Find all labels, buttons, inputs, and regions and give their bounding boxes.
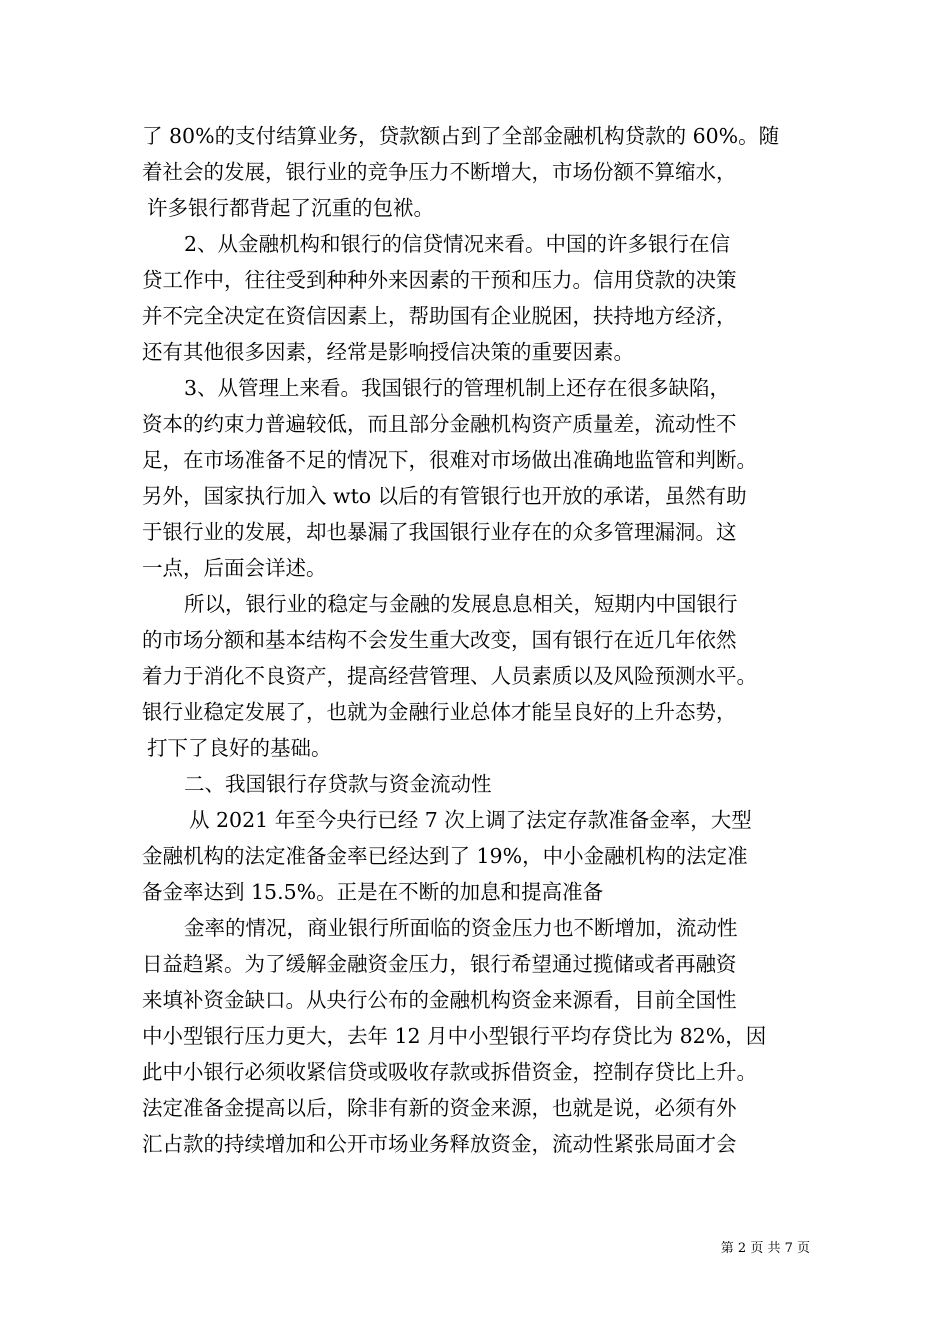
text-line: 从 2021 年至今央行已经 7 次上调了法定存款准备金率，大型 [189, 808, 752, 832]
text-line: 备金率达到 15.5%。正是在不断的加息和提高准备 [142, 880, 604, 904]
text-line: 打下了良好的基础。 [147, 736, 332, 760]
text-line: 2、从金融机构和银行的信贷情况来看。中国的许多银行在信 [184, 232, 731, 256]
text-line: 金融机构的法定准备金率已经达到了 19%，中小金融机构的法定准 [142, 844, 748, 868]
text-line: 许多银行都背起了沉重的包袱。 [147, 196, 434, 220]
text-line: 3、从管理上来看。我国银行的管理机制上还存在很多缺陷， [184, 376, 731, 400]
text-line: 资本的约束力普遍较低，而且部分金融机构资产质量差，流动性不 [142, 412, 737, 436]
text-line: 法定准备金提高以后，除非有新的资金来源，也就是说，必须有外 [142, 1096, 737, 1120]
text-line: 中小型银行压力更大，去年 12 月中小型银行平均存贷比为 82%，因 [142, 1024, 767, 1048]
text-line: 此中小银行必须收紧信贷或吸收存款或拆借资金，控制存贷比上升。 [142, 1060, 757, 1084]
text-line: 并不完全决定在资信因素上，帮助国有企业脱困，扶持地方经济， [142, 304, 737, 328]
text-line: 还有其他很多因素，经常是影响授信决策的重要因素。 [142, 340, 634, 364]
text-line: 着社会的发展，银行业的竞争压力不断增大，市场份额不算缩水， [142, 160, 737, 184]
text-line: 日益趋紧。为了缓解金融资金压力，银行希望通过揽储或者再融资 [142, 952, 737, 976]
text-line: 足，在市场准备不足的情况下，很难对市场做出准确地监管和判断。 [142, 448, 757, 472]
text-line: 着力于消化不良资产，提高经营管理、人员素质以及风险预测水平。 [142, 664, 757, 688]
text-line: 的市场分额和基本结构不会发生重大改变，国有银行在近几年依然 [142, 628, 737, 652]
text-line: 来填补资金缺口。从央行公布的金融机构资金来源看，目前全国性 [142, 988, 737, 1012]
text-line: 了 80%的支付结算业务，贷款额占到了全部金融机构贷款的 60%。随 [142, 124, 780, 148]
text-line: 另外，国家执行加入 wto 以后的有管银行也开放的承诺，虽然有助 [142, 484, 747, 508]
text-line: 金率的情况，商业银行所面临的资金压力也不断增加，流动性 [184, 916, 738, 940]
text-line: 贷工作中，往往受到种种外来因素的干预和压力。信用贷款的决策 [142, 268, 737, 292]
text-line: 于银行业的发展，却也暴漏了我国银行业存在的众多管理漏洞。这 [142, 520, 737, 544]
page-number: 第 2 页 共 7 页 [720, 1241, 810, 1256]
text-line: 一点，后面会详述。 [142, 556, 327, 580]
text-line: 汇占款的持续增加和公开市场业务释放资金，流动性紧张局面才会 [142, 1132, 737, 1156]
text-line: 所以，银行业的稳定与金融的发展息息相关，短期内中国银行 [184, 592, 738, 616]
section-heading: 二、我国银行存贷款与资金流动性 [184, 772, 492, 796]
text-line: 银行业稳定发展了，也就为金融行业总体才能呈良好的上升态势， [142, 700, 737, 724]
